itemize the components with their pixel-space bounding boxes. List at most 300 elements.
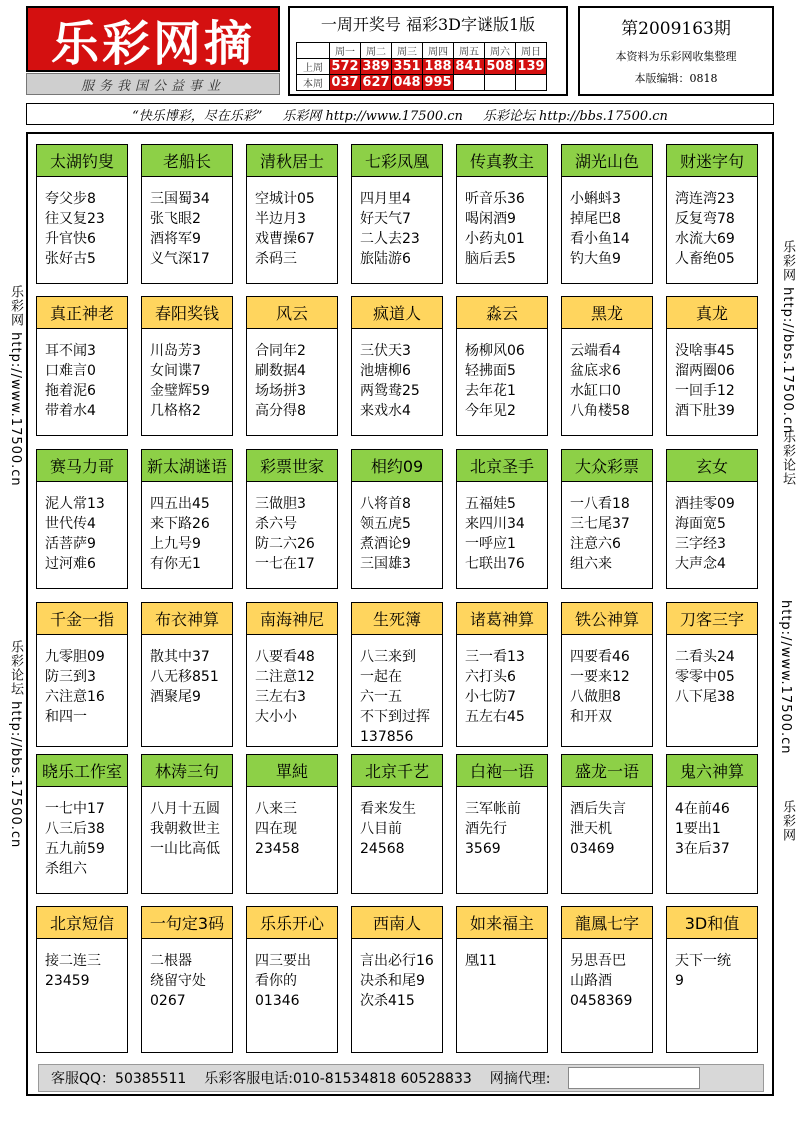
puzzle-author: 风云 [247, 297, 337, 329]
puzzle-line: 几格格2 [150, 403, 201, 419]
puzzle-line: 看来发生 [360, 801, 416, 817]
day-header: 周五 [454, 43, 485, 59]
puzzle-line: 一起在 [360, 669, 402, 685]
puzzle-body [562, 635, 652, 727]
puzzle-line: 小七防7 [465, 689, 516, 705]
puzzle-line: 1要出1 [675, 821, 721, 837]
puzzle-author: 西南人 [352, 907, 442, 939]
puzzle-line: 凰11 [465, 953, 497, 969]
editor-note: 本版编辑：0818 [634, 72, 718, 85]
side-text-left: 乐彩网 http://www.17500.cn [8, 285, 23, 487]
puzzle-body [352, 482, 442, 574]
puzzle-body [667, 177, 757, 269]
draw-panel [288, 6, 568, 96]
puzzle-line: 去年花1 [465, 383, 516, 399]
puzzle-body [247, 787, 337, 859]
day-header: 周四 [423, 43, 454, 59]
puzzle-box [141, 906, 233, 1053]
puzzle-line: 泥人常13 [45, 496, 105, 512]
puzzle-line: 01346 [255, 993, 300, 1009]
puzzle-body [562, 329, 652, 421]
puzzle-line: 刷数据4 [255, 363, 306, 379]
puzzle-line: 酒先行 [465, 821, 507, 837]
puzzle-body [667, 329, 757, 421]
puzzle-line: 八将首8 [360, 496, 411, 512]
puzzle-line: 四要看46 [570, 649, 630, 665]
puzzle-author: 老船长 [142, 145, 232, 177]
puzzle-line: 来四川34 [465, 516, 525, 532]
slogan: 服务我国公益事业 [26, 73, 280, 95]
puzzle-line: 一山比高低 [150, 841, 220, 857]
puzzle-line: 防三到3 [45, 669, 96, 685]
puzzle-line: 八三来到 [360, 649, 416, 665]
puzzle-line: 三一看13 [465, 649, 525, 665]
draw-number: 351 [393, 59, 421, 74]
puzzle-line: 金璧辉59 [150, 383, 210, 399]
puzzle-line: 反复弯78 [675, 211, 735, 227]
puzzle-line: 水缸口0 [570, 383, 621, 399]
puzzle-line: 杨柳风06 [465, 343, 525, 359]
puzzle-line: 半边月3 [255, 211, 306, 227]
puzzle-line: 看你的 [255, 973, 297, 989]
puzzle-line: 戏曹操67 [255, 231, 315, 247]
puzzle-author: 相约09 [352, 450, 442, 482]
puzzle-line: 天下一统 [675, 953, 731, 969]
puzzle-box [561, 754, 653, 894]
puzzle-line: 五福娃5 [465, 496, 516, 512]
puzzle-line: 场场拼3 [255, 383, 306, 399]
puzzle-line: 泄天机 [570, 821, 612, 837]
collect-note: 本资料为乐彩网收集整理 [615, 50, 737, 63]
puzzle-line: 六打头6 [465, 669, 516, 685]
puzzle-line: 二根器 [150, 953, 192, 969]
agent-field [568, 1067, 700, 1089]
puzzle-author: 千金一指 [37, 603, 127, 635]
draw-number: 841 [455, 59, 483, 74]
puzzle-line: 三左右3 [255, 689, 306, 705]
puzzle-author: 疯道人 [352, 297, 442, 329]
puzzle-body [352, 329, 442, 421]
puzzle-box [666, 906, 758, 1053]
puzzle-body [667, 939, 757, 991]
puzzle-box [141, 449, 233, 589]
puzzle-line: 小蝌蚪3 [570, 191, 621, 207]
puzzle-author: 玄女 [667, 450, 757, 482]
puzzle-author: 七彩凤凰 [352, 145, 442, 177]
puzzle-line: 领五虎5 [360, 516, 411, 532]
puzzle-line: 池塘柳6 [360, 363, 411, 379]
puzzle-body [562, 939, 652, 1011]
draw-number: 188 [424, 59, 452, 74]
puzzle-line: 掉尾巴8 [570, 211, 621, 227]
puzzle-box [36, 754, 128, 894]
draw-number: 139 [517, 59, 545, 74]
side-text-right: http://www.17500.cn [778, 600, 793, 755]
puzzle-line: 3在后37 [675, 841, 730, 857]
puzzle-line: 夸父步8 [45, 191, 96, 207]
puzzle-line: 盆底求6 [570, 363, 621, 379]
puzzle-box [246, 602, 338, 747]
puzzle-author: 龍鳳七字 [562, 907, 652, 939]
puzzle-body [142, 635, 232, 707]
draw-number: 995 [424, 75, 452, 90]
day-header: 周三 [392, 43, 423, 59]
draw-number: 048 [393, 75, 421, 90]
puzzle-author: 布衣神算 [142, 603, 232, 635]
puzzle-line: 七联出76 [465, 556, 525, 572]
puzzle-body [562, 482, 652, 574]
side-text-left: 乐彩论坛 http://bbs.17500.cn [8, 640, 23, 849]
row-label: 上周 [297, 59, 330, 75]
puzzle-line: 张好古5 [45, 251, 96, 267]
puzzle-line: 4在前46 [675, 801, 730, 817]
puzzle-line: 言出必行16 [360, 953, 434, 969]
puzzle-line: 脑后丢5 [465, 251, 516, 267]
puzzle-line: 散其中37 [150, 649, 210, 665]
puzzle-line: 酒后失言 [570, 801, 626, 817]
puzzle-line: 空城计05 [255, 191, 315, 207]
puzzle-line: 酒下肚39 [675, 403, 735, 419]
puzzle-body [37, 329, 127, 421]
side-text-right: 乐彩论坛 [780, 430, 795, 486]
puzzle-author: 北京圣手 [457, 450, 547, 482]
puzzle-line: 23459 [45, 973, 90, 989]
puzzle-line: 防二六26 [255, 536, 315, 552]
day-header: 周一 [330, 43, 361, 59]
puzzle-line: 水流大69 [675, 231, 735, 247]
puzzle-line: 一要来12 [570, 669, 630, 685]
puzzle-box [141, 602, 233, 747]
puzzle-line: 好天气7 [360, 211, 411, 227]
puzzle-box [351, 449, 443, 589]
puzzle-line: 五九前59 [45, 841, 105, 857]
puzzle-line: 女间谍7 [150, 363, 201, 379]
puzzle-box [246, 449, 338, 589]
puzzle-line: 上九号9 [150, 536, 201, 552]
puzzle-box [561, 602, 653, 747]
puzzle-author: 白袍一语 [457, 755, 547, 787]
puzzle-line: 小药丸01 [465, 231, 525, 247]
puzzle-box [561, 296, 653, 436]
puzzle-body [457, 939, 547, 971]
puzzle-body [142, 329, 232, 421]
puzzle-line: 八角楼58 [570, 403, 630, 419]
puzzle-box [246, 906, 338, 1053]
puzzle-body [667, 787, 757, 859]
puzzle-box [246, 754, 338, 894]
puzzle-author: 彩票世家 [247, 450, 337, 482]
puzzle-line: 活菩萨9 [45, 536, 96, 552]
puzzle-box [36, 144, 128, 284]
puzzle-line: 组六来 [570, 556, 612, 572]
banner-quote: “快乐博彩，尽在乐彩” [132, 108, 263, 124]
puzzle-line: 听音乐36 [465, 191, 525, 207]
puzzle-line: 酒将军9 [150, 231, 201, 247]
footer [38, 1064, 764, 1092]
puzzle-line: 两鸳鸯25 [360, 383, 420, 399]
puzzle-box [456, 754, 548, 894]
puzzle-body [37, 635, 127, 727]
puzzle-line: 来下路26 [150, 516, 210, 532]
draw-number: 037 [331, 75, 359, 90]
side-text-right: 乐彩网 [780, 800, 795, 842]
puzzle-line: 另思吾巴 [570, 953, 626, 969]
puzzle-line: 没啥事45 [675, 343, 735, 359]
puzzle-box [456, 144, 548, 284]
puzzle-author: 刀客三字 [667, 603, 757, 635]
puzzle-line: 云端看4 [570, 343, 621, 359]
puzzle-box [351, 296, 443, 436]
puzzle-line: 带着水4 [45, 403, 96, 419]
puzzle-author: 南海神尼 [247, 603, 337, 635]
puzzle-line: 世代传4 [45, 516, 96, 532]
puzzle-body [247, 482, 337, 574]
puzzle-author: 一句定3码 [142, 907, 232, 939]
issue-panel [578, 6, 774, 96]
puzzle-box [561, 906, 653, 1053]
puzzle-line: 二注意12 [255, 669, 315, 685]
banner [26, 103, 774, 125]
logo [26, 6, 280, 72]
service-qq: 客服QQ：50385511 [51, 1071, 187, 1087]
puzzle-line: 三伏天3 [360, 343, 411, 359]
puzzle-line: 义气深17 [150, 251, 210, 267]
puzzle-author: 诸葛神算 [457, 603, 547, 635]
puzzle-box [456, 449, 548, 589]
puzzle-line: 张飞眼2 [150, 211, 201, 227]
puzzle-author: 太湖钓叟 [37, 145, 127, 177]
puzzle-body [352, 939, 442, 1011]
puzzle-line: 三军帐前 [465, 801, 521, 817]
puzzle-line: 八来三 [255, 801, 297, 817]
puzzle-box [666, 602, 758, 747]
draw-number: 572 [331, 59, 359, 74]
puzzle-body [37, 939, 127, 991]
puzzle-line: 酒挂零09 [675, 496, 735, 512]
puzzle-author: 赛马力哥 [37, 450, 127, 482]
puzzle-line: 八做胆8 [570, 689, 621, 705]
puzzle-line: 三国蜀34 [150, 191, 210, 207]
puzzle-box [456, 906, 548, 1053]
puzzle-box [246, 296, 338, 436]
puzzle-line: 海面宽5 [675, 516, 726, 532]
puzzle-line: 来戏水4 [360, 403, 411, 419]
puzzle-box [36, 602, 128, 747]
puzzle-body [37, 787, 127, 879]
puzzle-box [141, 296, 233, 436]
puzzle-line: 和开双 [570, 709, 612, 725]
puzzle-line: 杀码三 [255, 251, 297, 267]
puzzle-line: 三字经3 [675, 536, 726, 552]
puzzle-line: 过河难6 [45, 556, 96, 572]
puzzle-author: 如来福主 [457, 907, 547, 939]
draw-number-empty [516, 75, 547, 91]
banner-forum-link[interactable]: 乐彩论坛 http://bbs.17500.cn [482, 108, 668, 124]
puzzle-box [351, 906, 443, 1053]
page-title: 一周开奖号 福彩3D字谜版1版 [320, 15, 536, 34]
side-text-right: 乐彩网 http://bbs.17500.cn [780, 240, 795, 435]
puzzle-line: 轻拂面5 [465, 363, 516, 379]
puzzle-author: 單純 [247, 755, 337, 787]
puzzle-body [562, 787, 652, 859]
puzzle-line: 四在现 [255, 821, 297, 837]
puzzle-author: 黑龙 [562, 297, 652, 329]
puzzle-body [457, 329, 547, 421]
puzzle-line: 合同年2 [255, 343, 306, 359]
puzzle-line: 零零中05 [675, 669, 735, 685]
puzzle-body [37, 482, 127, 574]
puzzle-line: 03469 [570, 841, 615, 857]
puzzle-line: 9 [675, 973, 684, 989]
day-header: 周六 [485, 43, 516, 59]
puzzle-body [667, 482, 757, 574]
draw-table [296, 42, 547, 91]
puzzle-body [247, 939, 337, 1011]
puzzle-line: 137856 [360, 729, 414, 745]
puzzle-line: 耳不闻3 [45, 343, 96, 359]
puzzle-body [142, 939, 232, 1011]
puzzle-author: 生死簿 [352, 603, 442, 635]
table-row [297, 75, 547, 91]
puzzle-line: 杀组六 [45, 861, 87, 877]
puzzle-line: 八要看48 [255, 649, 315, 665]
puzzle-box [351, 754, 443, 894]
puzzle-line: 大小小 [255, 709, 297, 725]
puzzle-line: 绕留守处 [150, 973, 206, 989]
puzzle-line: 四三要出 [255, 953, 311, 969]
puzzle-box [351, 144, 443, 284]
puzzle-body [352, 635, 442, 747]
puzzle-body [142, 177, 232, 269]
puzzle-line: 八无移851 [150, 669, 219, 685]
puzzle-line: 山路酒 [570, 973, 612, 989]
day-header: 周二 [361, 43, 392, 59]
puzzle-body [247, 329, 337, 421]
puzzle-body [142, 787, 232, 859]
puzzle-line: 口难言0 [45, 363, 96, 379]
puzzle-box [36, 449, 128, 589]
puzzle-author: 北京千艺 [352, 755, 442, 787]
puzzle-line: 三国雄3 [360, 556, 411, 572]
puzzle-line: 酒聚尾9 [150, 689, 201, 705]
puzzle-line: 拖着泥6 [45, 383, 96, 399]
puzzle-body [562, 177, 652, 269]
puzzle-line: 八月十五圆 [150, 801, 220, 817]
draw-number: 627 [362, 75, 390, 90]
puzzle-author: 3D和值 [667, 907, 757, 939]
puzzle-line: 看小鱼14 [570, 231, 630, 247]
puzzle-line: 湾连湾23 [675, 191, 735, 207]
puzzle-line: 煮酒论9 [360, 536, 411, 552]
puzzle-author: 春阳奖钱 [142, 297, 232, 329]
puzzle-author: 鬼六神算 [667, 755, 757, 787]
draw-number: 389 [362, 59, 390, 74]
puzzle-line: 六注意16 [45, 689, 105, 705]
puzzle-author: 真正神老 [37, 297, 127, 329]
puzzle-box [666, 754, 758, 894]
puzzle-body [667, 635, 757, 707]
puzzle-body [142, 482, 232, 574]
puzzle-grid [26, 132, 774, 1096]
puzzle-line: 六一五 [360, 689, 402, 705]
banner-site-link[interactable]: 乐彩网 http://www.17500.cn [282, 108, 463, 124]
puzzle-line: 一七中17 [45, 801, 105, 817]
puzzle-author: 晓乐工作室 [37, 755, 127, 787]
puzzle-author: 清秋居士 [247, 145, 337, 177]
puzzle-line: 今年见2 [465, 403, 516, 419]
puzzle-line: 有你无1 [150, 556, 201, 572]
agent-label: 网摘代理: [489, 1071, 551, 1087]
puzzle-author: 新太湖谜语 [142, 450, 232, 482]
puzzle-box [246, 144, 338, 284]
puzzle-author: 湖光山色 [562, 145, 652, 177]
puzzle-author: 淼云 [457, 297, 547, 329]
puzzle-author: 北京短信 [37, 907, 127, 939]
puzzle-body [457, 635, 547, 727]
puzzle-author: 传真教主 [457, 145, 547, 177]
puzzle-line: 一七在17 [255, 556, 315, 572]
puzzle-box [141, 754, 233, 894]
puzzle-line: 钓大鱼9 [570, 251, 621, 267]
puzzle-body [352, 177, 442, 269]
puzzle-body [457, 482, 547, 574]
draw-number-empty [485, 75, 516, 91]
puzzle-line: 24568 [360, 841, 405, 857]
puzzle-box [666, 449, 758, 589]
puzzle-author: 大众彩票 [562, 450, 652, 482]
puzzle-box [36, 906, 128, 1053]
puzzle-line: 大声念4 [675, 556, 726, 572]
puzzle-line: 九零胆09 [45, 649, 105, 665]
puzzle-body [247, 635, 337, 727]
puzzle-line: 一回手12 [675, 383, 735, 399]
puzzle-line: 0267 [150, 993, 186, 1009]
puzzle-body [457, 787, 547, 859]
puzzle-box [351, 602, 443, 747]
puzzle-line: 溜两圈06 [675, 363, 735, 379]
service-phone: 乐彩客服电话:010-81534818 60528833 [204, 1071, 472, 1087]
puzzle-line: 一呼应1 [465, 536, 516, 552]
puzzle-line: 接二连三 [45, 953, 101, 969]
puzzle-line: 我朝救世主 [150, 821, 220, 837]
puzzle-box [141, 144, 233, 284]
logo-text: 乐彩网摘 [50, 15, 255, 72]
puzzle-line: 四月里4 [360, 191, 411, 207]
puzzle-line: 三做胆3 [255, 496, 306, 512]
puzzle-line: 四五出45 [150, 496, 210, 512]
puzzle-line: 高分得8 [255, 403, 306, 419]
puzzle-body [352, 787, 442, 859]
puzzle-line: 喝闲酒9 [465, 211, 516, 227]
puzzle-line: 升官快6 [45, 231, 96, 247]
puzzle-line: 0458369 [570, 993, 633, 1009]
puzzle-line: 3569 [465, 841, 501, 857]
puzzle-line: 八三后38 [45, 821, 105, 837]
puzzle-body [457, 177, 547, 269]
day-header: 周日 [516, 43, 547, 59]
puzzle-author: 财迷字句 [667, 145, 757, 177]
puzzle-author: 铁公神算 [562, 603, 652, 635]
puzzle-line: 往又复23 [45, 211, 105, 227]
puzzle-line: 旅陆游6 [360, 251, 411, 267]
draw-number: 508 [486, 59, 514, 74]
puzzle-box [666, 296, 758, 436]
puzzle-body [37, 177, 127, 269]
issue-number: 第2009163期 [621, 19, 731, 39]
puzzle-line: 二看头24 [675, 649, 735, 665]
puzzle-box [36, 296, 128, 436]
puzzle-line: 八目前 [360, 821, 402, 837]
